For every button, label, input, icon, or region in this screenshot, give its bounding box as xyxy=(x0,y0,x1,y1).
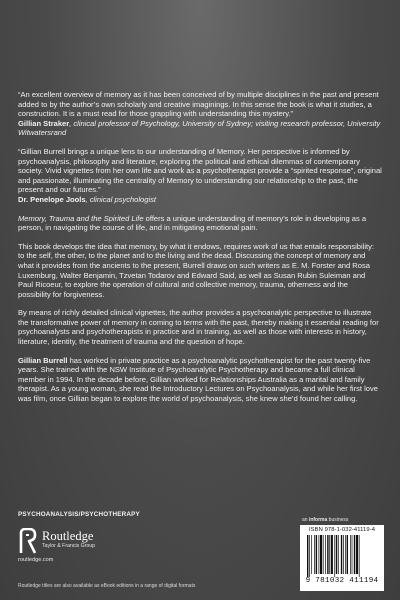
subject-category: PSYCHOANALYSIS/PSYCHOTHERAPY xyxy=(18,511,140,518)
barcode-bar xyxy=(309,535,310,577)
blurb-intro-text: offers a unique understanding of memory’s role in developing as a person, in navigating the course of life, and in mitigating emotional pain. xyxy=(18,213,367,233)
routledge-logo-icon xyxy=(18,528,38,554)
blurb-intro xyxy=(18,214,382,233)
endorsement-2-text: “Gillian Burrell brings a unique lens to our understanding of Memory. Her perspective is informed by psychoanalysis, philosophy and literature, exploring the political and ethical dilemmas of contemporary society. Vivid vignettes from her own life and work as a psychotherapist provide a “spirited response”, original and passionate, illuminating the centrality of Memory to understanding our relationship to the past, the present and our futures.” xyxy=(18,146,382,195)
informa-brand: informa xyxy=(308,517,328,523)
barcode-bar xyxy=(319,535,320,574)
barcode-bar xyxy=(350,535,351,574)
informa-suffix: business xyxy=(327,517,349,523)
author-name: Gillian Burrell xyxy=(18,355,68,365)
barcode xyxy=(300,525,384,591)
barcode-bar xyxy=(327,535,328,574)
barcode-bar xyxy=(354,535,355,574)
barcode-bar xyxy=(314,535,315,574)
barcode-bar xyxy=(320,535,322,574)
endorsement-2 xyxy=(18,147,382,205)
publisher-group: Taylor & Francis Group xyxy=(42,543,96,549)
barcode-bar xyxy=(325,535,326,574)
endorsement-1-name: Gillian Straker xyxy=(18,118,70,128)
publisher-url[interactable]: routledge.com xyxy=(18,557,54,563)
book-title: Memory, Trauma and the Spirited Life xyxy=(18,213,144,223)
ebook-footnote: Routledge titles are also available as eBook editions in a range of digital formats xyxy=(18,583,196,589)
endorsement-2-affiliation: , clinical psychologist xyxy=(85,194,156,204)
barcode-bar xyxy=(336,535,337,574)
barcode-bar xyxy=(359,535,360,577)
isbn-label: ISBN 978-1-032-41119-4 xyxy=(308,527,376,533)
publisher-name: Routledge xyxy=(42,529,94,543)
barcode-bar xyxy=(316,535,317,574)
endorsement-2-name: Dr. Penelope Jools xyxy=(18,194,86,204)
barcode-bar xyxy=(311,535,312,574)
publisher-logo xyxy=(18,528,138,562)
informa-prefix: an xyxy=(302,517,309,523)
barcode-bar xyxy=(347,535,348,574)
author-bio xyxy=(18,356,382,404)
endorsement-1-text: “An excellent overview of memory as it has been conceived of by multiple disciplines in the past and present added to by the author’s own scholarly and creative imaginings. In this sense the book is what it studies, a construction. It is a must read for those grappling with understanding this mystery.” xyxy=(18,90,379,119)
barcode-bar xyxy=(329,535,330,574)
barcode-bar xyxy=(338,535,339,574)
barcode-bar xyxy=(341,535,342,574)
author-bio-text: has worked in private practice as a psychoanalytic psychotherapist for the past twenty-five years. She trained with the NSW Institute of Psychoanalytic Psychotherapy and became a full clinical member in 1994. In the decade before, Gillian worked for Relationships Australia as a marital and family therapist. As a young woman, she read the Introductory Lectures on Psychoanalysis, and while her first love was film, once Gillian began to explore the world of psychoanalysis, she knew she’d found her calling. xyxy=(18,355,378,404)
barcode-bar xyxy=(307,535,308,577)
barcode-bar xyxy=(331,535,333,574)
endorsement-1 xyxy=(18,90,382,138)
barcode-bar xyxy=(323,535,324,574)
barcode-bar xyxy=(343,535,344,574)
endorsement-2-attribution xyxy=(18,195,382,205)
blurb-paragraph-2: This book develops the idea that memory, by what it endows, requires work of us that entails responsibility: to the self, the other, to the planet and to the living and the dead. Discussing the concept of memory and what it provides from the ancients to the present, Burrell draws on such writers as E. M. Forster and Rosa Luxemburg, Walter Benjamin, Tzvetan Todarov and Edward Said, as well as Susan Rubin Suleiman and Paul Ricoeur, to explore the operation of cultural and collective memory, trauma, otherness and the possibility for forgiveness. xyxy=(18,241,374,299)
blurb-paragraph-3: By means of richly detailed clinical vignettes, the author provides a psychoanalytic perspective to illustrate the transformative power of memory in coming to terms with the past, thereby making it essential reading for psychoanalysts and psychotherapists in practice and in training, as well as those with interests in history, literature, identity, the treatment of trauma and the question of hope. xyxy=(18,308,379,347)
endorsement-1-attribution xyxy=(18,119,382,138)
back-cover-text xyxy=(18,90,382,413)
barcode-bars xyxy=(307,535,377,577)
barcode-digits: 9 781032 411194 xyxy=(305,577,379,585)
barcode-bar xyxy=(352,535,353,574)
endorsement-1-affiliation: , clinical professor of Psychology, University of Sydney; visiting research professor, University Witwatersrand xyxy=(18,118,381,138)
barcode-bar xyxy=(356,535,358,574)
informa-business-tag xyxy=(302,517,348,523)
barcode-bar xyxy=(345,535,346,574)
barcode-bar xyxy=(334,535,335,577)
